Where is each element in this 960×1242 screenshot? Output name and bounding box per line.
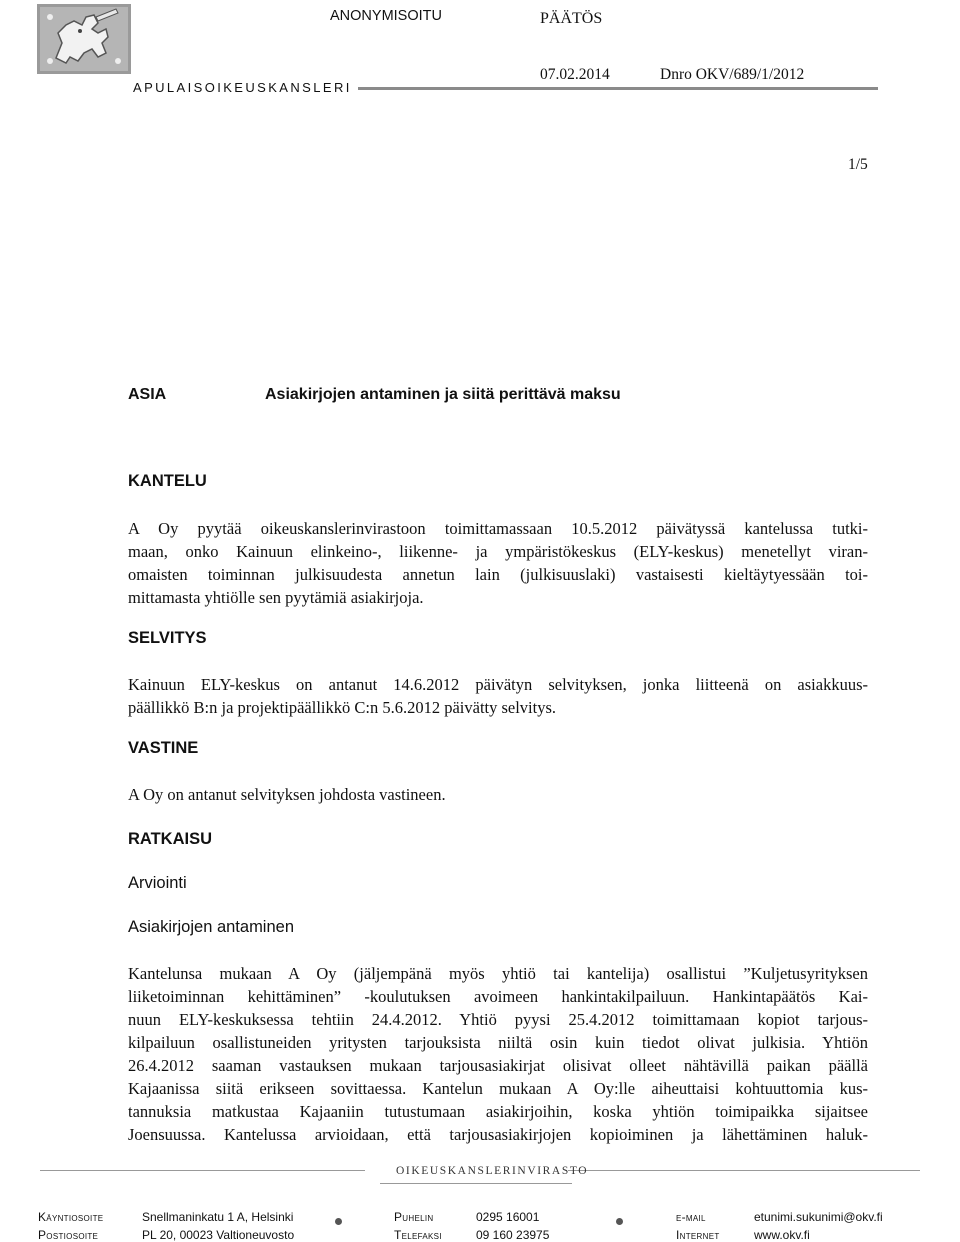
vastine-text: A Oy on antanut selvityksen johdosta vastineen. [128,785,446,804]
document-number: Dnro OKV/689/1/2012 [660,66,805,83]
paragraph-line: 26.4.2012 saaman vastauksen mukaan tarjousasiakirjat olisivat olleet nähtävillä paikan päällä [128,1056,868,1075]
footer-organization: OIKEUSKANSLERINVIRASTO [396,1165,589,1177]
email-link[interactable]: etunimi.sukunimi@okv.fi [754,1210,883,1224]
body-paragraph [128,962,868,1146]
paragraph-line: Joensuussa. Kantelussa arvioidaan, että tarjousasiakirjojen kopioiminen ja lähettäminen haluk- [128,1125,868,1144]
document-type: PÄÄTÖS [540,10,603,27]
anonymized-label: ANONYMISOITU [330,8,442,24]
paragraph-line: maan, onko Kainuun elinkeino-, liikenne- ja ympäristökeskus (ELY-keskus) menetellyt viran- [128,542,868,561]
footer-bullet-icon [616,1218,623,1225]
footer-divider-right [568,1170,920,1171]
internet-label: Internet [676,1228,720,1242]
paragraph-line: omaisten toiminnan julkisuudesta annetun lain (julkisuuslaki) vastaisesti kieltäytyessään toi- [128,565,868,584]
header-divider [358,87,878,90]
paragraph-line: nuun ELY-keskuksessa tehtiin 24.4.2012. Yhtiö pyysi 25.4.2012 toimittamaan kopiot tarjous- [128,1010,868,1029]
paragraph-line: tannuksia matkustaa Kajaaniin tutustumaan asiakirjoihin, koska yhtiön toimipaikka sijaitsee [128,1102,868,1121]
postal-address-value: PL 20, 00023 Valtioneuvosto [142,1228,295,1242]
antaminen-heading: Asiakirjojen antaminen [128,918,295,936]
organization-name: APULAISOIKEUSKANSLERI [133,80,352,95]
phone-label: Puhelin [394,1210,434,1224]
paragraph-line: Kantelunsa mukaan A Oy (jäljempänä myös yhtiö tai kantelija) osallistui ”Kuljetusyrityksen [128,964,868,983]
visit-address-label: Käyntiosoite [38,1210,104,1224]
paragraph-line: päällikkö B:n ja projektipäällikkö C:n 5.6.2012 päivätty selvitys. [128,698,557,717]
footer-bullet-icon [335,1218,342,1225]
email-label: e-mail [676,1210,706,1224]
kantelu-heading: KANTELU [128,472,207,490]
footer-org-underline [380,1183,572,1184]
fax-value: 09 160 23975 [476,1228,550,1242]
selvitys-paragraph [128,673,868,719]
paragraph-line: Kajaanissa siitä erikseen sovittaessa. Kantelun mukaan A Oy:lle aiheuttaisi kohtuuttomia kus- [128,1079,868,1098]
selvitys-heading: SELVITYS [128,629,207,647]
vastine-heading: VASTINE [128,739,199,757]
paragraph-line: liiketoiminnan kehittäminen” -koulutuksen avoimeen hankintakilpailuun. Hankintapäätös Kai- [128,987,868,1006]
paragraph-line: A Oy pyytää oikeuskanslerinvirastoon toimittamassaan 10.5.2012 päivätyssä kantelussa tutki- [128,519,868,538]
footer-divider-left [40,1170,365,1171]
coat-of-arms-logo [36,3,132,75]
ratkaisu-heading: RATKAISU [128,830,213,848]
document-date: 07.02.2014 [540,66,610,83]
postal-address-label: Postiosoite [38,1228,99,1242]
paragraph-line: mittamasta yhtiölle sen pyytämiä asiakirjoja. [128,588,424,607]
phone-value: 0295 16001 [476,1210,540,1224]
arviointi-heading: Arviointi [128,874,187,892]
paragraph-line: Kainuun ELY-keskus on antanut 14.6.2012 päivätyn selvityksen, jonka liitteenä on asiakkuus- [128,675,868,694]
paragraph-line: kilpailuun osallistuneiden yritysten tarjouksista niiltä osin kuin tiedot olivat julkisia. Yhtiön [128,1033,868,1052]
kantelu-paragraph [128,517,868,609]
page-number: 1/5 [848,156,868,173]
subject-label: ASIA [128,386,167,403]
website-link[interactable]: www.okv.fi [754,1228,810,1242]
fax-label: Telefaksi [394,1228,442,1242]
subject-title: Asiakirjojen antaminen ja siitä perittävä maksu [265,386,621,403]
visit-address-value: Snellmaninkatu 1 A, Helsinki [142,1210,294,1224]
